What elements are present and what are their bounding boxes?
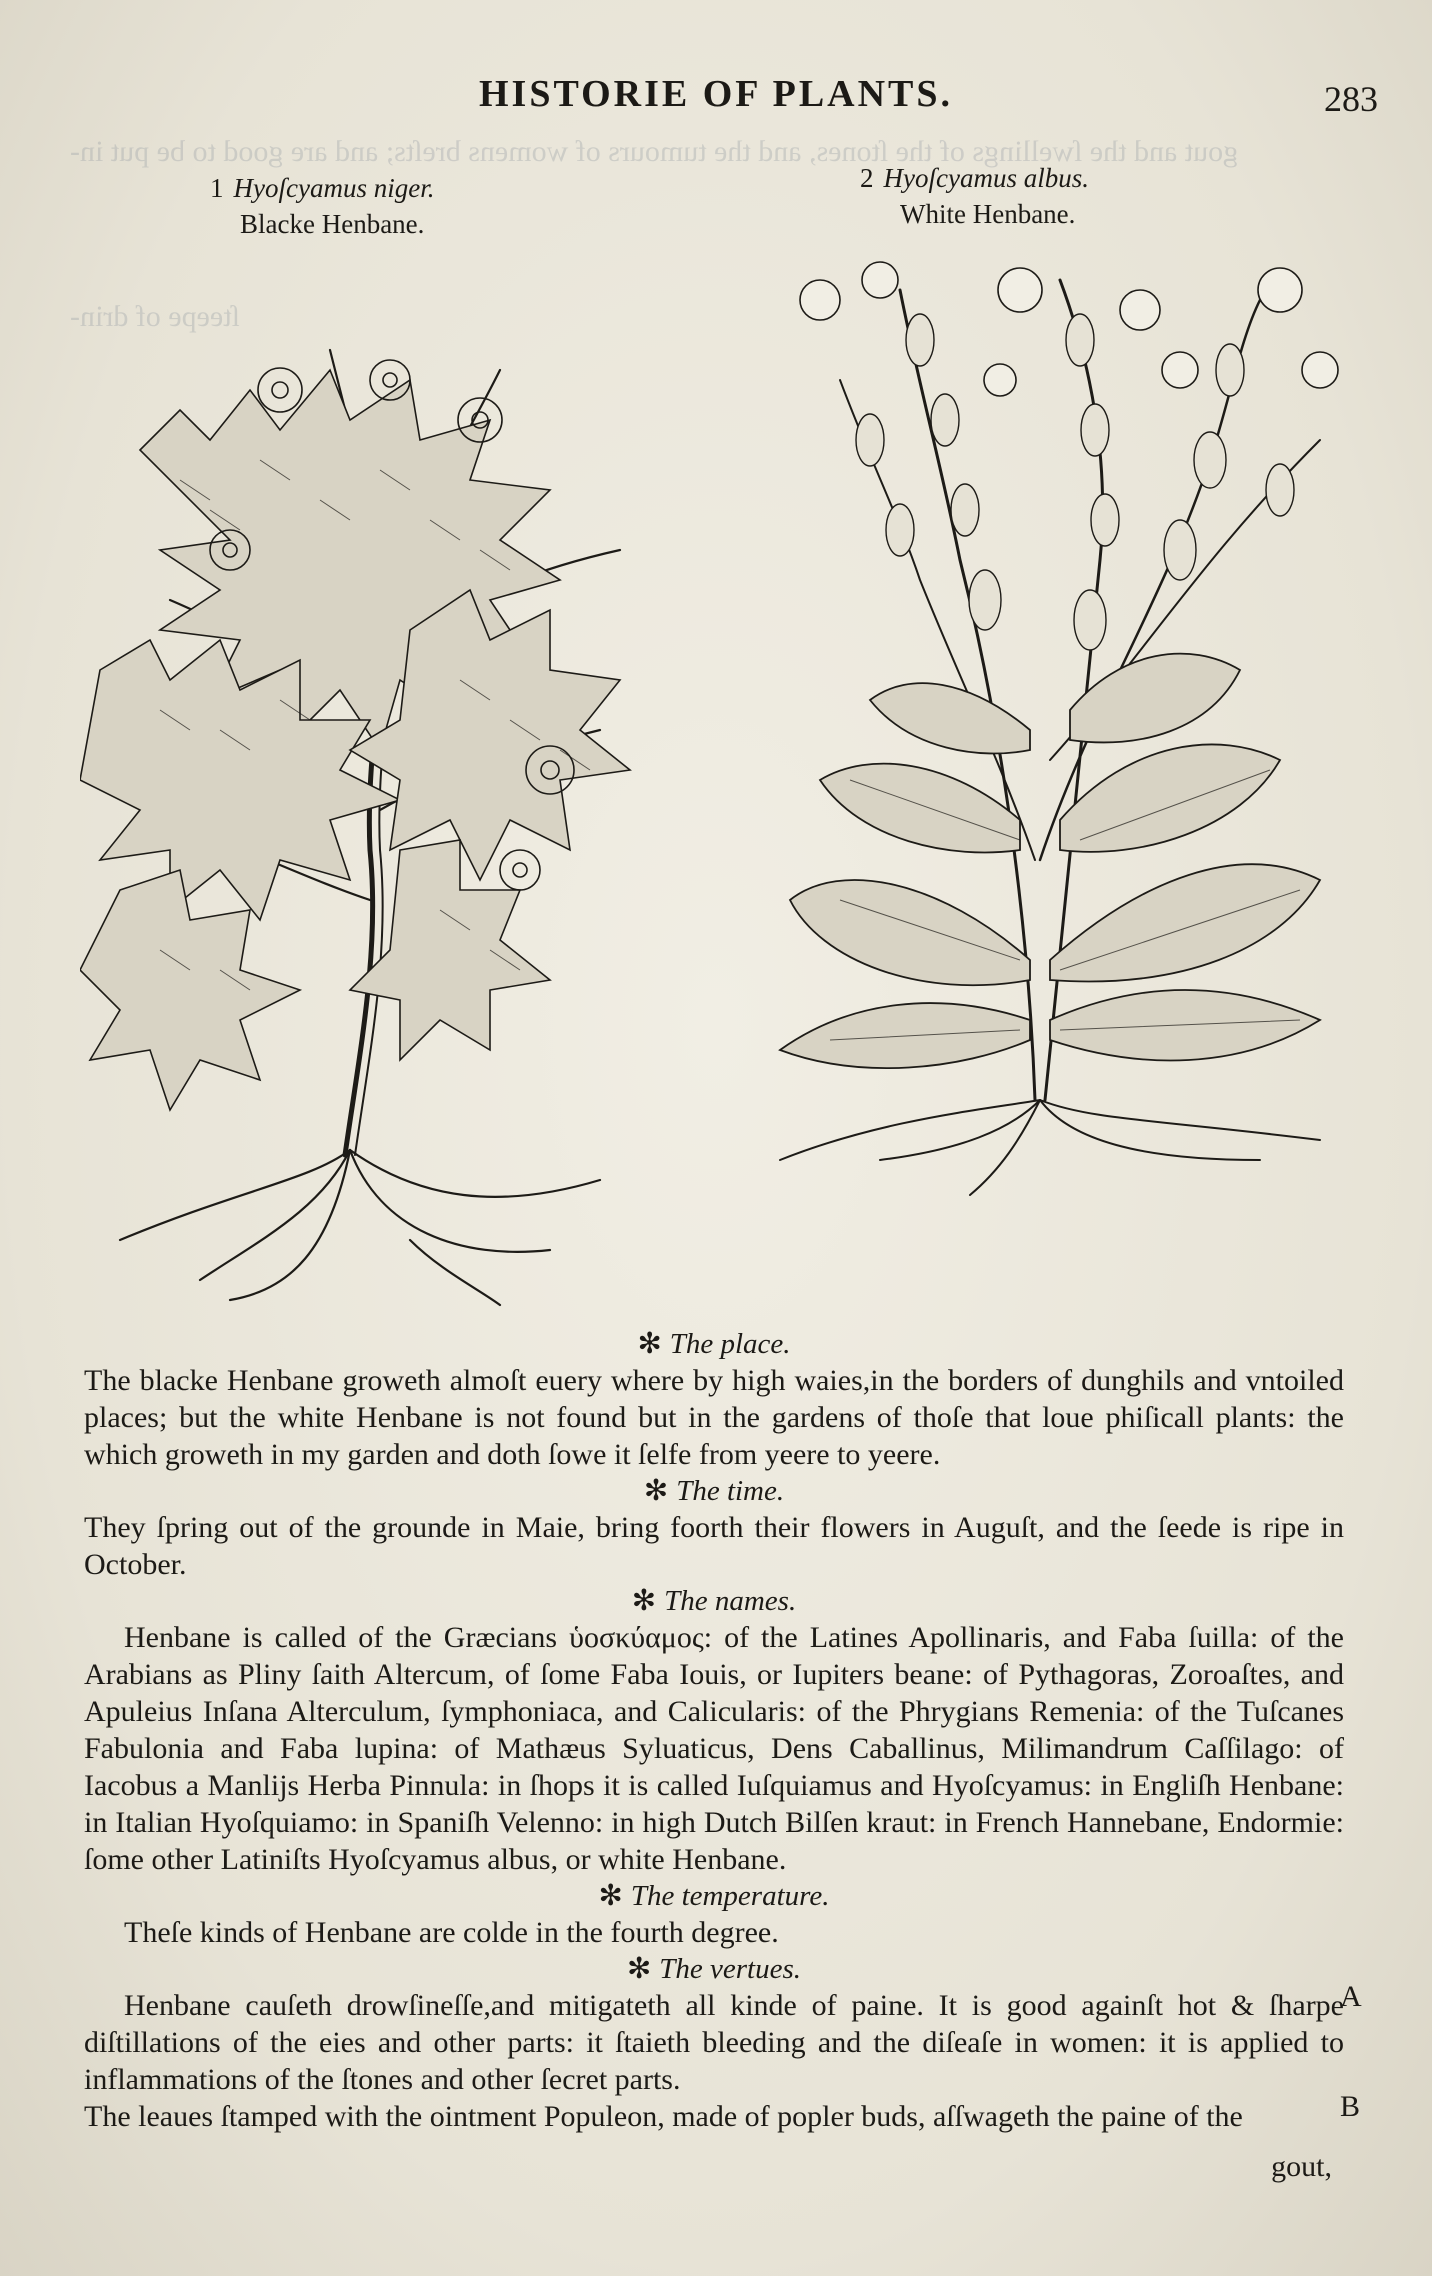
- figure-2-number: 2: [860, 163, 874, 193]
- figure-2-caption: [860, 160, 1089, 232]
- section-text-vertues-a: Henbane cauſeth drowſineſſe,and mitigateth all kinde of paine. It is good againſt hot & ſharpe diſtillations of the eies and other parts: it ſtaieth bleeding and the diſeaſe in women: it is applied to inflammations of the ſtones and other ſecret parts.: [84, 1989, 1344, 2096]
- margin-letter-a: A: [1340, 1980, 1362, 2013]
- section-title-names: ✻ The names.: [631, 1585, 797, 1617]
- figure-1-caption: [210, 170, 434, 242]
- figure-1-number: 1: [210, 173, 224, 203]
- section-title-place: ✻ The place.: [637, 1328, 791, 1360]
- white-henbane-woodcut: [760, 260, 1340, 1200]
- margin-letter-b: B: [1340, 2090, 1361, 2123]
- section-text-time: They ſpring out of the grounde in Maie, bring foorth their flowers in Auguſt, and the ſeede is ripe in October.: [84, 1511, 1344, 1581]
- catchword: gout,: [1271, 2150, 1332, 2183]
- section-text-vertues-b: The leaues ſtamped with the ointment Populeon, made of popler buds, aſſwageth the paine of the: [84, 2100, 1243, 2133]
- figure-1-english-name: Blacke Henbane.: [240, 209, 425, 239]
- black-henbane-woodcut: [80, 250, 680, 1310]
- section-title-time: ✻ The time.: [643, 1475, 785, 1507]
- section-text-names: Henbane is called of the Græcians ὑοσκύαμος: of the Latines Apollinaris, and Faba ſuilla: of the Arabians as Pliny ſaith Altercum, of ſome Faba Iouis, or Iupiters beane: of Pythagoras, Zoroaſtes, and Apuleius Inſana Alterculum, ſymphoniaca, and Calicularis: of the Phrygians Remenia: of the Tuſcanes Fabulonia and Faba lupina: of Mathæus Syluaticus, Dens Caballinus, Milimandrum Caſſilago: of Iacobus a Manlijs Herba Pinnula: in ſhops it is called Iuſquiamus and Hyoſcyamus: in Engliſh Henbane: in Italian Hyoſquiamo: in Spaniſh Velenno: in high Dutch Bilſen kraut: in French Hannebane, Endormie: ſome other Latiniſts Hyoſcyamus albus, or white Henbane.: [84, 1621, 1344, 1876]
- figure-2-latin-name: Hyoſcyamus albus.: [883, 163, 1089, 193]
- running-head: HISTORIE OF PLANTS.: [478, 73, 954, 115]
- figure-2-english-name: White Henbane.: [900, 199, 1076, 229]
- section-text-temperature: Theſe kinds of Henbane are colde in the fourth degree.: [124, 1916, 779, 1949]
- section-title-vertues: ✻ The vertues.: [626, 1953, 802, 1985]
- figure-1-latin-name: Hyoſcyamus niger.: [233, 173, 435, 203]
- body-text: [84, 1326, 1344, 2135]
- show-through-text: gout and the ſwellings of the ſtones, and the tumours of womens breſts; and are good to be put in-: [70, 135, 1239, 168]
- section-text-place: The blacke Henbane groweth almoſt euery where by high waies,in the borders of dunghils and vntoiled places; but the white Henbane is not found but in the gardens of thoſe that loue phiſicall plants: the which groweth in my garden and doth ſowe it ſelfe from yeere to yeere.: [84, 1364, 1344, 1471]
- page-number: 283: [1324, 79, 1378, 119]
- show-through-text: ſteepe of drin-: [70, 300, 240, 333]
- section-title-temperature: ✻ The temperature.: [598, 1880, 830, 1912]
